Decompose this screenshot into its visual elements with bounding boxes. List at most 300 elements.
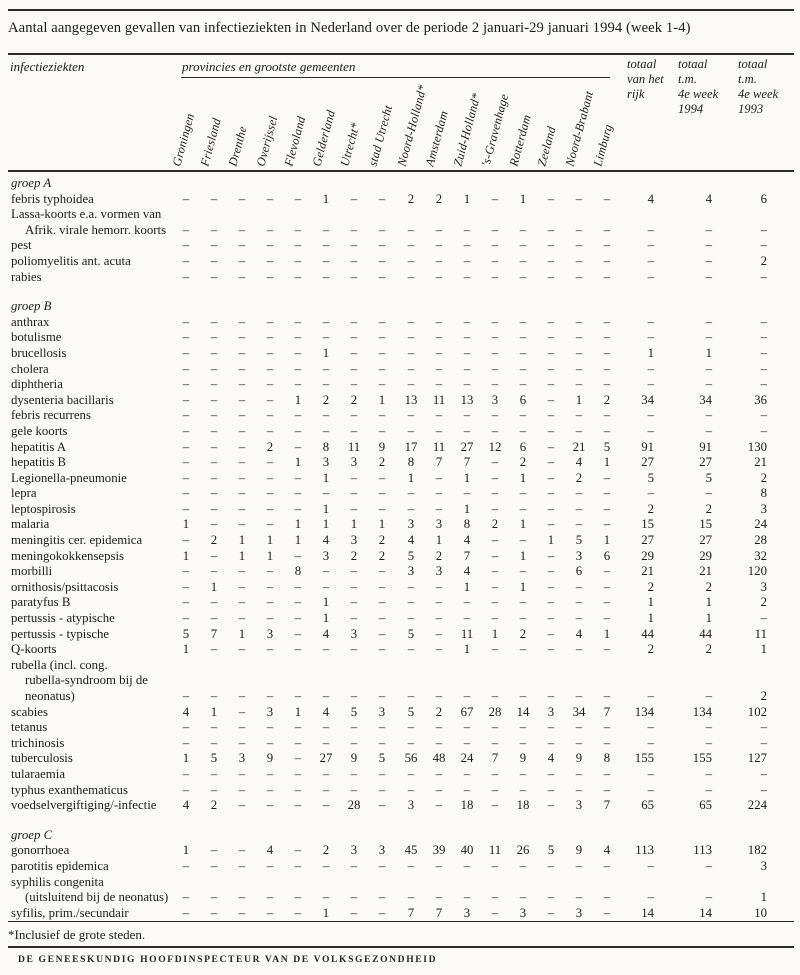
cell: 1	[266, 533, 274, 548]
cell: 9	[378, 439, 386, 454]
disease-label: leptospirosis	[11, 501, 76, 516]
cell: –	[378, 222, 386, 237]
total-cell: 44	[699, 626, 712, 641]
cell: –	[435, 361, 443, 376]
cell: –	[238, 689, 246, 703]
cell: –	[491, 533, 499, 548]
cell: 8	[407, 455, 415, 470]
cell: 24	[460, 751, 474, 766]
cell: –	[463, 890, 471, 905]
cell: 1	[603, 533, 611, 548]
cell: 9	[575, 843, 583, 858]
cell: –	[603, 720, 611, 735]
total-column-header-line: 4e week	[678, 87, 719, 101]
cell: 3	[491, 392, 499, 407]
cell: –	[575, 408, 583, 423]
total-cell: 2	[705, 501, 712, 516]
cell: 48	[432, 751, 446, 766]
cell: –	[407, 766, 415, 781]
cell: 3	[378, 704, 386, 719]
disease-label: poliomyelitis ant. acuta	[11, 253, 131, 268]
cell: –	[491, 470, 499, 485]
disease-label: tetanus	[11, 720, 48, 735]
cell: 3	[322, 455, 330, 470]
column-group-underline	[181, 77, 610, 78]
group-label: groep B	[11, 299, 52, 314]
cell: –	[210, 548, 218, 563]
table-row	[0, 906, 800, 922]
cell: 1	[294, 392, 302, 407]
disease-label: botulisme	[11, 330, 62, 345]
cell: –	[238, 735, 246, 750]
total-column-header-line: 4e week	[738, 87, 779, 101]
cell: –	[603, 595, 611, 610]
total-cell: 8	[760, 486, 767, 501]
cell: –	[266, 377, 274, 392]
cell: 3	[575, 905, 583, 920]
cell: –	[182, 890, 190, 905]
cell: –	[322, 238, 330, 253]
cell: –	[435, 890, 443, 905]
cell: –	[322, 720, 330, 735]
cell: –	[322, 579, 330, 594]
cell: 8	[322, 439, 330, 454]
cell: –	[182, 858, 190, 873]
disease-label: Q-koorts	[11, 642, 57, 657]
cell: 3	[519, 905, 527, 920]
cell: –	[210, 843, 218, 858]
total-cell: –	[705, 238, 712, 253]
cell: –	[463, 361, 471, 376]
cell: –	[575, 642, 583, 657]
table-row	[0, 549, 800, 565]
total-cell: –	[647, 361, 654, 376]
cell: –	[407, 735, 415, 750]
total-cell: –	[760, 269, 767, 284]
disease-label: (uitsluitend bij de neonatus)	[25, 890, 169, 905]
cell: 3	[407, 564, 415, 579]
cell: 40	[460, 843, 474, 858]
cell: –	[435, 611, 443, 626]
cell: –	[547, 595, 555, 610]
cell: –	[463, 253, 471, 268]
cell: 4	[463, 533, 471, 548]
cell: –	[182, 579, 190, 594]
total-cell: –	[760, 314, 767, 329]
disease-label: meningokokkensepsis	[11, 548, 125, 563]
cell: –	[575, 858, 583, 873]
cell: –	[547, 423, 555, 438]
total-column-header	[627, 57, 664, 102]
cell: –	[435, 345, 443, 360]
cell: –	[182, 455, 190, 470]
cell: –	[378, 720, 386, 735]
total-cell: –	[647, 735, 654, 750]
total-cell: –	[705, 408, 712, 423]
cell: –	[210, 720, 218, 735]
cell: 1	[266, 548, 274, 563]
total-cell: 102	[747, 704, 767, 719]
cell: –	[238, 564, 246, 579]
total-cell: –	[760, 735, 767, 750]
total-cell: 15	[641, 517, 654, 532]
cell: –	[266, 392, 274, 407]
cell: 3	[547, 704, 555, 719]
cell: 1	[378, 392, 386, 407]
disease-label: febris typhoidea	[11, 191, 94, 206]
total-cell: 29	[641, 548, 654, 563]
cell: –	[238, 782, 246, 797]
cell: 5	[603, 439, 611, 454]
cell: 2	[210, 533, 218, 548]
cell: –	[350, 501, 358, 516]
cell: –	[266, 858, 274, 873]
cell: –	[463, 782, 471, 797]
cell: –	[210, 517, 218, 532]
cell: –	[294, 720, 302, 735]
cell: –	[238, 455, 246, 470]
cell: –	[603, 269, 611, 284]
cell: –	[238, 423, 246, 438]
cell: –	[603, 501, 611, 516]
cell: –	[350, 408, 358, 423]
table-row	[0, 223, 800, 239]
cell: –	[519, 269, 527, 284]
cell: –	[182, 470, 190, 485]
cell: 13	[404, 392, 418, 407]
table-row	[0, 440, 800, 456]
column-header: Overijssel	[253, 114, 281, 168]
cell: –	[266, 595, 274, 610]
cell: –	[603, 408, 611, 423]
cell: 1	[463, 501, 471, 516]
table-row	[0, 424, 800, 440]
cell: –	[350, 689, 358, 703]
total-cell: 1	[705, 595, 712, 610]
cell: –	[350, 579, 358, 594]
cell: –	[407, 579, 415, 594]
cell: 2	[603, 392, 611, 407]
cell: 11	[432, 439, 446, 454]
cell: –	[491, 890, 499, 905]
cell: 17	[404, 439, 418, 454]
cell: –	[238, 890, 246, 905]
cell: 28	[347, 798, 361, 813]
cell: –	[575, 253, 583, 268]
disease-label: pertussis - atypische	[11, 611, 115, 626]
cell: 3	[435, 564, 443, 579]
total-cell: –	[705, 361, 712, 376]
cell: –	[491, 689, 499, 703]
cell: –	[378, 377, 386, 392]
cell: –	[210, 377, 218, 392]
cell: –	[547, 735, 555, 750]
cell: 1	[519, 517, 527, 532]
cell: –	[547, 548, 555, 563]
cell: 2	[575, 470, 583, 485]
cell: –	[603, 377, 611, 392]
total-cell: –	[647, 330, 654, 345]
total-cell: 2	[705, 579, 712, 594]
cell: –	[491, 423, 499, 438]
total-cell: 5	[647, 470, 654, 485]
disease-label: paratyfus B	[11, 595, 71, 610]
cell: –	[210, 470, 218, 485]
cell: 1	[322, 191, 330, 206]
cell: 1	[575, 392, 583, 407]
cell: –	[182, 905, 190, 920]
total-column-header-line: t.m.	[678, 72, 697, 86]
cell: –	[210, 486, 218, 501]
total-cell: –	[647, 486, 654, 501]
total-cell: –	[760, 377, 767, 392]
cell: –	[238, 238, 246, 253]
cell: –	[350, 890, 358, 905]
disease-label: hepatitis A	[11, 439, 67, 454]
total-cell: –	[705, 735, 712, 750]
table-row	[0, 238, 800, 254]
cell: 3	[350, 626, 358, 641]
cell: –	[603, 222, 611, 237]
cell: 1	[182, 751, 190, 766]
disease-label: rubella-syndroom bij de	[25, 673, 148, 688]
cell: –	[322, 890, 330, 905]
table-row	[0, 330, 800, 346]
cell: 9	[350, 751, 358, 766]
cell: –	[435, 486, 443, 501]
cell: –	[407, 345, 415, 360]
cell: 7	[603, 704, 611, 719]
disease-label: pertussis - typische	[11, 626, 110, 641]
total-column-header-line: totaal	[627, 57, 657, 71]
cell: –	[547, 626, 555, 641]
cell: –	[463, 345, 471, 360]
cell: 9	[266, 751, 274, 766]
cell: –	[210, 642, 218, 657]
cell: 9	[575, 751, 583, 766]
cell: –	[210, 905, 218, 920]
cell: –	[238, 501, 246, 516]
table-row	[0, 377, 800, 393]
cell: –	[491, 735, 499, 750]
cell: –	[294, 905, 302, 920]
total-column-header-line: rijk	[627, 87, 645, 101]
cell: –	[603, 345, 611, 360]
cell: –	[266, 455, 274, 470]
cell: 45	[404, 843, 418, 858]
cell: 1	[407, 470, 415, 485]
total-cell: –	[705, 423, 712, 438]
cell: 12	[488, 439, 502, 454]
total-cell: 3	[760, 858, 767, 873]
cell: –	[547, 720, 555, 735]
cell: –	[238, 798, 246, 813]
disease-label: rabies	[11, 269, 42, 284]
cell: –	[491, 720, 499, 735]
total-cell: –	[705, 689, 712, 703]
total-cell: 34	[641, 392, 654, 407]
table-row	[0, 611, 800, 627]
total-cell: 65	[699, 798, 712, 813]
cell: –	[519, 642, 527, 657]
cell: 1	[519, 470, 527, 485]
cell: 5	[547, 843, 555, 858]
cell: –	[266, 222, 274, 237]
cell: –	[519, 314, 527, 329]
cell: 14	[516, 704, 530, 719]
cell: 1	[519, 548, 527, 563]
cell: –	[294, 689, 302, 703]
cell: –	[322, 314, 330, 329]
cell: –	[378, 798, 386, 813]
total-cell: 27	[641, 533, 654, 548]
cell: 1	[463, 470, 471, 485]
total-cell: 120	[747, 564, 767, 579]
cell: –	[210, 439, 218, 454]
cell: –	[350, 470, 358, 485]
cell: –	[491, 377, 499, 392]
cell: –	[182, 314, 190, 329]
group-label-row	[0, 299, 800, 315]
total-cell: –	[647, 890, 654, 905]
cell: –	[266, 689, 274, 703]
cell: 4	[407, 533, 415, 548]
cell: –	[238, 253, 246, 268]
table-row	[0, 471, 800, 487]
total-column-header-line: totaal	[678, 57, 708, 71]
cell: –	[491, 642, 499, 657]
total-column-header-line: 1993	[738, 102, 764, 116]
cell: –	[210, 330, 218, 345]
disease-label: rubella (incl. cong.	[11, 657, 108, 672]
cell: –	[407, 377, 415, 392]
cell: –	[378, 890, 386, 905]
cell: –	[238, 408, 246, 423]
cell: –	[266, 501, 274, 516]
cell: –	[547, 501, 555, 516]
cell: –	[294, 253, 302, 268]
total-cell: –	[647, 269, 654, 284]
cell: 1	[322, 905, 330, 920]
column-header: Drenthe	[225, 124, 250, 168]
cell: –	[378, 689, 386, 703]
disease-label: Lassa-koorts e.a. vormen van	[11, 207, 162, 222]
disease-label: syphilis congenita	[11, 874, 104, 889]
cell: 39	[432, 843, 446, 858]
cell: –	[322, 798, 330, 813]
cell: –	[182, 564, 190, 579]
table-row	[0, 642, 800, 658]
cell: –	[575, 611, 583, 626]
footer-text: DE GENEESKUNDIG HOOFDINSPECTEUR VAN DE VOLKSGEZONDHEID	[18, 954, 438, 965]
total-cell: –	[760, 720, 767, 735]
cell: –	[378, 361, 386, 376]
total-cell: 113	[635, 843, 654, 858]
total-cell: –	[705, 720, 712, 735]
cell: –	[463, 408, 471, 423]
cell: –	[182, 361, 190, 376]
column-header: Groningen	[169, 111, 198, 168]
cell: 3	[435, 517, 443, 532]
total-cell: 21	[754, 455, 767, 470]
cell: 3	[378, 843, 386, 858]
cell: –	[266, 564, 274, 579]
cell: 1	[322, 517, 330, 532]
total-cell: –	[760, 330, 767, 345]
cell: –	[210, 222, 218, 237]
cell: –	[378, 269, 386, 284]
cell: –	[182, 238, 190, 253]
cell: –	[210, 501, 218, 516]
cell: –	[350, 564, 358, 579]
cell: –	[322, 408, 330, 423]
table-row	[0, 843, 800, 859]
cell: –	[322, 361, 330, 376]
cell: –	[575, 361, 583, 376]
cell: –	[294, 595, 302, 610]
cell: –	[547, 238, 555, 253]
total-cell: 1	[647, 595, 654, 610]
disease-label: hepatitis B	[11, 455, 67, 470]
cell: 11	[432, 392, 446, 407]
total-column-header-line: van het	[627, 72, 664, 86]
disease-label: scabies	[11, 704, 48, 719]
cell: –	[519, 377, 527, 392]
cell: –	[519, 611, 527, 626]
cell: –	[407, 890, 415, 905]
cell: 3	[350, 533, 358, 548]
table-row	[0, 736, 800, 752]
cell: –	[407, 314, 415, 329]
cell: –	[294, 642, 302, 657]
cell: –	[378, 253, 386, 268]
cell: 6	[575, 564, 583, 579]
cell: –	[407, 361, 415, 376]
cell: –	[519, 238, 527, 253]
cell: 2	[378, 548, 386, 563]
cell: –	[266, 361, 274, 376]
cell: 27	[319, 751, 333, 766]
table-row	[0, 783, 800, 799]
total-column-header-line: 1994	[678, 102, 704, 116]
cell: –	[350, 486, 358, 501]
cell: –	[575, 890, 583, 905]
cell: –	[491, 253, 499, 268]
table-row	[0, 517, 800, 533]
table-row	[0, 767, 800, 783]
total-cell: 27	[699, 533, 712, 548]
rule-footer	[8, 946, 794, 948]
cell: –	[266, 408, 274, 423]
cell: 1	[463, 191, 471, 206]
disease-label: parotitis epidemica	[11, 858, 109, 873]
cell: –	[603, 238, 611, 253]
table-row	[0, 270, 800, 286]
total-cell: 1	[647, 345, 654, 360]
cell: 4	[322, 533, 330, 548]
cell: –	[266, 238, 274, 253]
total-cell: –	[647, 222, 654, 237]
cell: –	[322, 377, 330, 392]
cell: 4	[547, 751, 555, 766]
cell: –	[210, 689, 218, 703]
cell: –	[210, 595, 218, 610]
cell: 2	[435, 704, 443, 719]
total-cell: 2	[647, 501, 654, 516]
rule-top	[8, 9, 794, 11]
cell: 5	[407, 548, 415, 563]
total-cell: 1	[760, 642, 767, 657]
